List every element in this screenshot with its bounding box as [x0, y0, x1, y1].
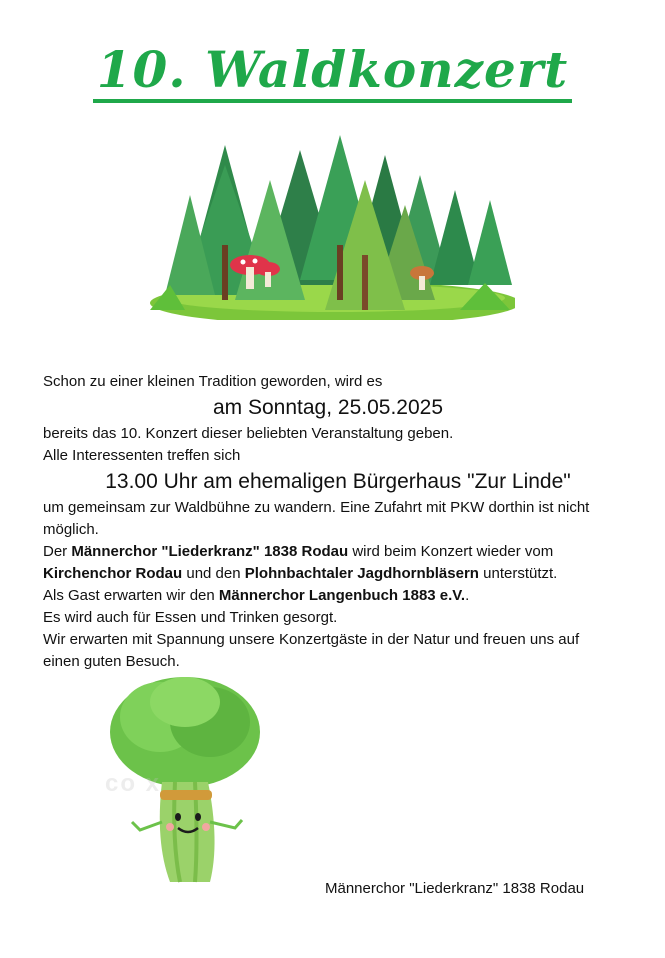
choir-text-2: wird beim Konzert wieder vom — [348, 543, 554, 560]
meeting-point: 13.00 Uhr am ehemaligen Bürgerhaus "Zur Linde" — [105, 470, 571, 493]
forest-illustration — [150, 135, 515, 320]
guest-text-1: Als Gast erwarten wir den — [43, 587, 219, 604]
walk-line: um gemeinsam zur Waldbühne zu wandern. Eine Zufahrt mit PKW dorthin ist nicht möglich. — [43, 499, 590, 538]
invitation-text — [43, 371, 613, 673]
watermark-text: co x — [105, 770, 162, 797]
signature: Männerchor "Liederkranz" 1838 Rodau — [325, 880, 585, 897]
page-title — [0, 40, 665, 99]
horn-ensemble-name: Plohnbachtaler Jagdhornbläsern — [244, 565, 479, 582]
closing-line: Wir erwarten mit Spannung unsere Konzertgäste in der Natur und freuen uns auf einen guten Besuch. — [43, 631, 580, 670]
choir-paragraph — [43, 541, 613, 585]
guest-paragraph — [43, 585, 613, 607]
food-line: Es wird auch für Essen und Trinken gesorgt. — [43, 609, 338, 626]
church-choir-name: Kirchenchor Rodau — [43, 565, 183, 582]
event-date: am Sonntag, 25.05.2025 — [212, 396, 443, 419]
choir-text-3: und den — [182, 565, 245, 582]
choir-text-4: unterstützt. — [478, 565, 558, 582]
host-choir-name: Männerchor "Liederkranz" 1838 Rodau — [71, 543, 349, 560]
page-title-text: 10. Waldkonzert — [93, 40, 573, 103]
choir-text-1: Der — [43, 543, 72, 560]
concert-line: bereits das 10. Konzert dieser beliebten Veranstaltung geben. — [43, 425, 454, 442]
guest-text-2: . — [465, 587, 470, 604]
meeting-intro: Alle Interessenten treffen sich — [43, 447, 241, 464]
guest-choir-name: Männerchor Langenbuch 1883 e.V. — [218, 587, 466, 604]
intro-line: Schon zu einer kleinen Tradition geworden, wird es — [43, 373, 383, 390]
